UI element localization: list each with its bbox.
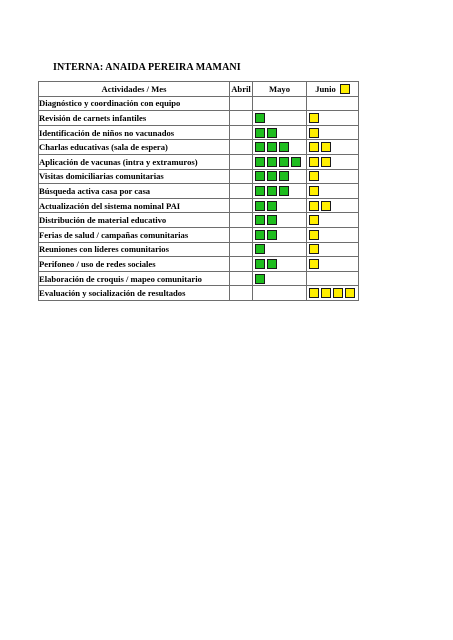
- cell-abril: [230, 242, 253, 257]
- yellow-week-square: [309, 230, 319, 240]
- header-junio-label: Junio: [315, 83, 336, 94]
- cell-mayo: [253, 140, 307, 155]
- table-row: [39, 154, 359, 169]
- green-week-square: [267, 201, 277, 211]
- activity-label: Charlas educativas (sala de espera): [39, 140, 230, 155]
- green-week-square: [267, 186, 277, 196]
- header-mayo: Mayo: [253, 82, 307, 97]
- cell-mayo: [253, 169, 307, 184]
- green-week-square: [255, 215, 265, 225]
- cell-mayo: [253, 213, 307, 228]
- yellow-week-square: [309, 171, 319, 181]
- cell-abril: [230, 96, 253, 111]
- green-week-square: [255, 259, 265, 269]
- activity-label: Ferias de salud / campañas comunitarias: [39, 227, 230, 242]
- cell-junio: [307, 242, 359, 257]
- green-week-square: [267, 157, 277, 167]
- green-week-square: [255, 244, 265, 254]
- green-week-square: [279, 142, 289, 152]
- green-week-square: [255, 142, 265, 152]
- table-row: [39, 286, 359, 301]
- green-week-square: [279, 171, 289, 181]
- table-row: [39, 111, 359, 126]
- cell-junio: [307, 96, 359, 111]
- cell-mayo: [253, 242, 307, 257]
- cell-junio: [307, 286, 359, 301]
- cell-mayo: [253, 96, 307, 111]
- yellow-week-square: [309, 157, 319, 167]
- cell-junio: [307, 184, 359, 199]
- cell-mayo: [253, 227, 307, 242]
- yellow-week-square: [321, 288, 331, 298]
- activity-label: Distribución de material educativo: [39, 213, 230, 228]
- yellow-week-square: [309, 201, 319, 211]
- green-week-square: [255, 157, 265, 167]
- cell-mayo: [253, 286, 307, 301]
- green-week-square: [279, 186, 289, 196]
- cell-junio: [307, 169, 359, 184]
- cell-junio: [307, 154, 359, 169]
- header-junio: [307, 82, 359, 97]
- cell-mayo: [253, 257, 307, 272]
- activity-label: Identificación de niños no vacunados: [39, 125, 230, 140]
- table-row: [39, 169, 359, 184]
- cell-mayo: [253, 154, 307, 169]
- green-week-square: [255, 186, 265, 196]
- cell-abril: [230, 227, 253, 242]
- table-row: [39, 184, 359, 199]
- activity-label: Visitas domiciliarias comunitarias: [39, 169, 230, 184]
- green-week-square: [267, 230, 277, 240]
- cell-abril: [230, 198, 253, 213]
- junio-legend-square: [340, 84, 350, 94]
- table-row: [39, 125, 359, 140]
- yellow-week-square: [309, 186, 319, 196]
- activity-label: Evaluación y socialización de resultados: [39, 286, 230, 301]
- table-row: [39, 140, 359, 155]
- cell-junio: [307, 111, 359, 126]
- green-week-square: [255, 274, 265, 284]
- header-activities: Actividades / Mes: [39, 82, 230, 97]
- table-row: [39, 242, 359, 257]
- cell-junio: [307, 198, 359, 213]
- activity-label: Elaboración de croquis / mapeo comunitario: [39, 271, 230, 286]
- yellow-week-square: [309, 142, 319, 152]
- cell-abril: [230, 286, 253, 301]
- cell-abril: [230, 125, 253, 140]
- green-week-square: [255, 201, 265, 211]
- table-row: [39, 213, 359, 228]
- table-body: [39, 96, 359, 300]
- green-week-square: [267, 142, 277, 152]
- yellow-week-square: [333, 288, 343, 298]
- table-header-row: [39, 82, 359, 97]
- cell-junio: [307, 271, 359, 286]
- yellow-week-square: [309, 128, 319, 138]
- activity-label: Aplicación de vacunas (intra y extramuros): [39, 154, 230, 169]
- green-week-square: [255, 128, 265, 138]
- activity-label: Actualización del sistema nominal PAI: [39, 198, 230, 213]
- table-row: [39, 271, 359, 286]
- activity-schedule-table: [38, 81, 359, 301]
- cell-abril: [230, 184, 253, 199]
- activity-label: Revisión de carnets infantiles: [39, 111, 230, 126]
- table-row: [39, 96, 359, 111]
- cell-mayo: [253, 198, 307, 213]
- activity-label: Diagnóstico y coordinación con equipo: [39, 96, 230, 111]
- green-week-square: [255, 113, 265, 123]
- green-week-square: [255, 171, 265, 181]
- yellow-week-square: [309, 215, 319, 225]
- cell-abril: [230, 111, 253, 126]
- page-title: INTERNA: ANAIDA PEREIRA MAMANI: [53, 62, 241, 73]
- green-week-square: [267, 215, 277, 225]
- cell-junio: [307, 227, 359, 242]
- cell-junio: [307, 125, 359, 140]
- cell-abril: [230, 169, 253, 184]
- green-week-square: [267, 259, 277, 269]
- table-row: [39, 198, 359, 213]
- cell-mayo: [253, 111, 307, 126]
- table-row: [39, 257, 359, 272]
- cell-mayo: [253, 184, 307, 199]
- cell-junio: [307, 140, 359, 155]
- yellow-week-square: [309, 113, 319, 123]
- cell-abril: [230, 140, 253, 155]
- activity-label: Reuniones con líderes comunitarios: [39, 242, 230, 257]
- yellow-week-square: [321, 201, 331, 211]
- cell-mayo: [253, 271, 307, 286]
- cell-abril: [230, 271, 253, 286]
- yellow-week-square: [309, 244, 319, 254]
- yellow-week-square: [321, 157, 331, 167]
- green-week-square: [279, 157, 289, 167]
- cell-abril: [230, 257, 253, 272]
- yellow-week-square: [309, 288, 319, 298]
- cell-junio: [307, 257, 359, 272]
- activity-label: Perifoneo / uso de redes sociales: [39, 257, 230, 272]
- cell-mayo: [253, 125, 307, 140]
- cell-abril: [230, 154, 253, 169]
- header-abril: Abril: [230, 82, 253, 97]
- cell-junio: [307, 213, 359, 228]
- yellow-week-square: [321, 142, 331, 152]
- activity-label: Búsqueda activa casa por casa: [39, 184, 230, 199]
- green-week-square: [267, 128, 277, 138]
- yellow-week-square: [345, 288, 355, 298]
- green-week-square: [267, 171, 277, 181]
- cell-abril: [230, 213, 253, 228]
- table-row: [39, 227, 359, 242]
- green-week-square: [291, 157, 301, 167]
- yellow-week-square: [309, 259, 319, 269]
- green-week-square: [255, 230, 265, 240]
